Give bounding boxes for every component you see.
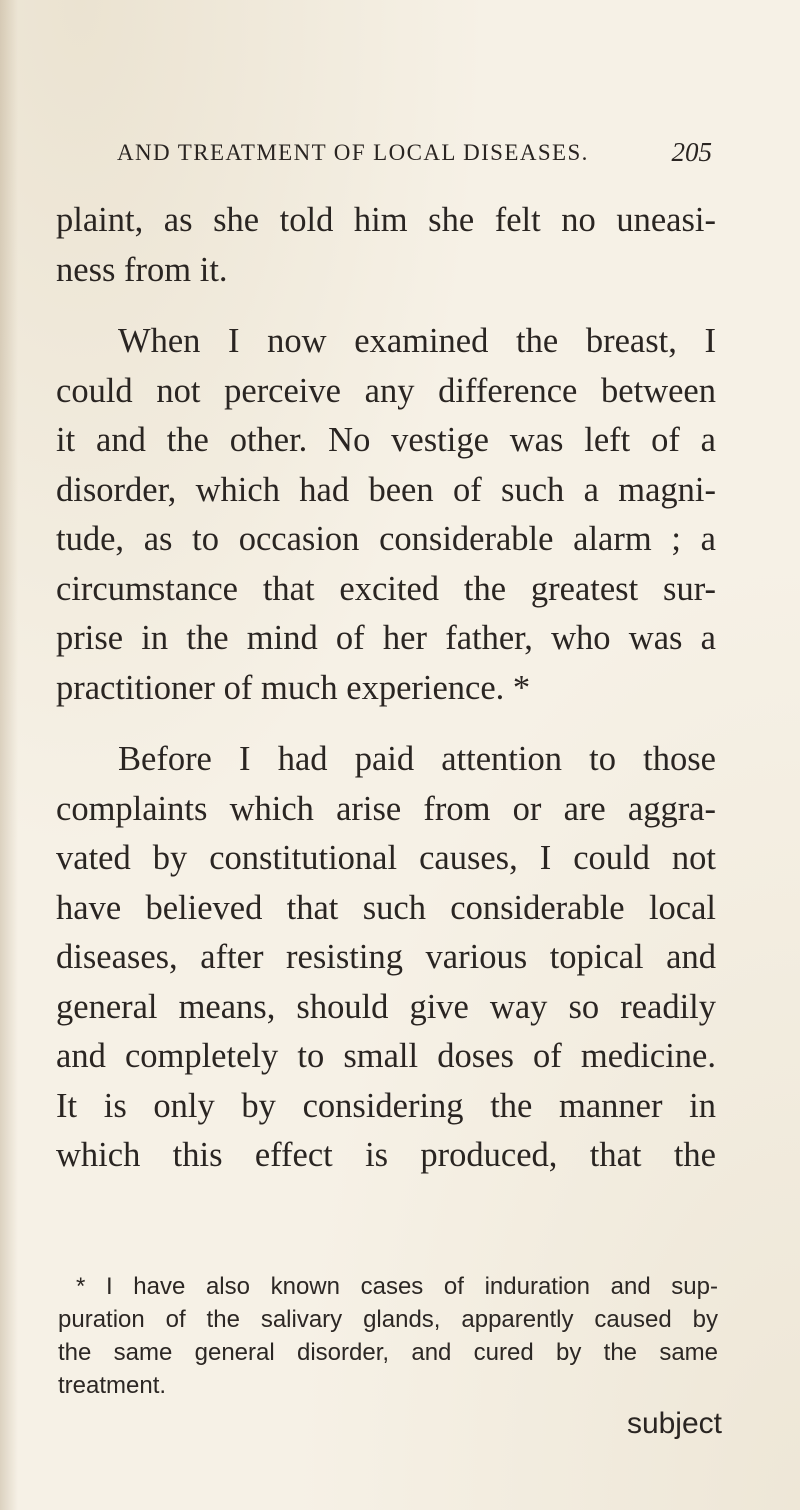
text-line: circumstance that excited the greatest sur- [56, 569, 716, 608]
text-line: have believed that such considerable local [56, 888, 716, 927]
footnote-line: puration of the salivary glands, apparently caused by [58, 1306, 718, 1333]
catchword: subject [626, 1407, 722, 1440]
text-line: complaints which arise from or are aggra- [56, 789, 716, 828]
body-text [56, 196, 716, 1181]
text-line: diseases, after resisting various topical and [56, 938, 716, 976]
text-line: it and the other. No vestige was left of a [56, 421, 716, 459]
text-line: When I now examined the breast, I [118, 322, 716, 360]
paragraph [56, 196, 716, 295]
paragraph [56, 317, 716, 713]
paragraph [56, 735, 716, 1181]
text-line: plaint, as she told him she felt no uneasi- [56, 201, 716, 239]
text-line: Before I had paid attention to those [118, 740, 716, 778]
text-line: which this effect is produced, that the [56, 1136, 716, 1174]
text-line: tude, as to occasion considerable alarm ; a [56, 520, 716, 558]
footnote-line: * I have also known cases of induration and sup- [76, 1273, 718, 1300]
spine-shadow [0, 0, 18, 1510]
text-line: vated by constitutional causes, I could not [56, 839, 716, 877]
text-line: practitioner of much experience. * [56, 668, 531, 707]
text-line: and completely to small doses of medicine. [56, 1037, 716, 1075]
text-line: It is only by considering the manner in [56, 1086, 716, 1125]
footnote [58, 1270, 718, 1402]
footnote-line: treatment. [58, 1372, 167, 1399]
page-number: 205 [671, 137, 712, 167]
running-head-title: AND TREATMENT OF LOCAL DISEASES. [117, 140, 589, 165]
footnote-line: the same general disorder, and cured by the same [58, 1339, 718, 1366]
text-line: ness from it. [56, 250, 228, 289]
text-line: disorder, which had been of such a magni- [56, 470, 716, 509]
text-line: general means, should give way so readily [56, 987, 716, 1026]
text-line: prise in the mind of her father, who was a [56, 619, 716, 657]
text-line: could not perceive any difference between [56, 371, 716, 410]
running-head [117, 137, 712, 167]
